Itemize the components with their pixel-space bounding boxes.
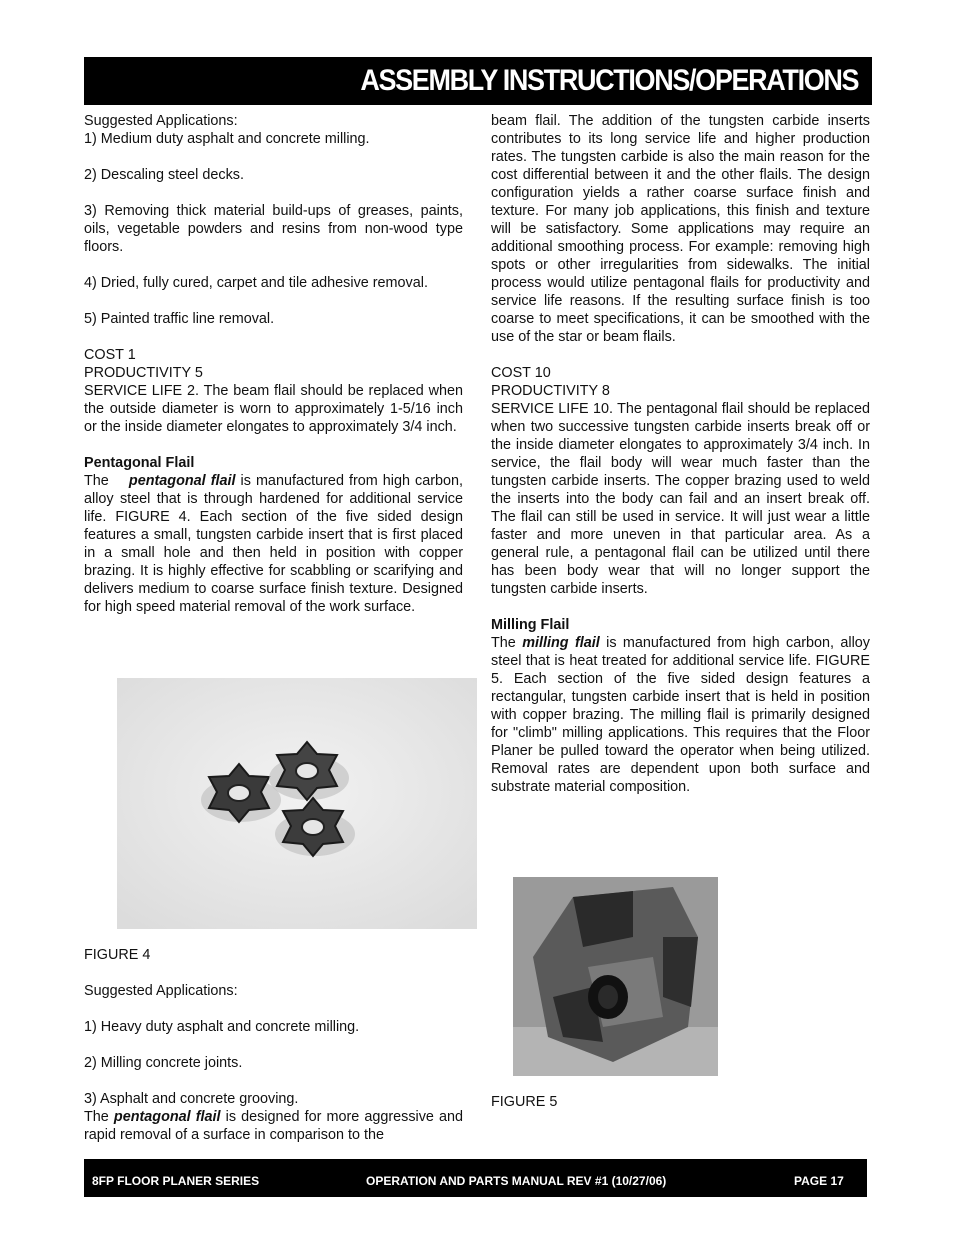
productivity-rating: PRODUCTIVITY 8 xyxy=(491,383,610,399)
figure-4-photo xyxy=(117,678,477,929)
productivity-rating: PRODUCTIVITY 5 xyxy=(84,365,203,381)
right-column xyxy=(491,112,870,796)
application-item: 3) Asphalt and concrete grooving. xyxy=(84,1091,299,1107)
pentagonal-flail-desc: is manufactured from high carbon, alloy steel that is through hardened for additional service life. FIGURE 4. Each section of the five sided design features a small, tungsten carbide insert that is first placed in a small hole and then held in position with copper brazing. It is highly effective for scabbling or scarifying and delivers medium to coarse surface finish texture. Designed for high speed material removal of the work surface. xyxy=(84,473,464,615)
figure-5-photo xyxy=(513,877,718,1076)
application-item: 1) Medium duty asphalt and concrete milling. xyxy=(84,131,370,147)
application-item: 2) Milling concrete joints. xyxy=(84,1055,243,1071)
milling-flail-paragraph xyxy=(491,634,870,796)
aggressive-removal-paragraph xyxy=(84,1108,463,1144)
pentagonal-flail-term: pentagonal flail xyxy=(128,473,236,489)
continuation-paragraph: beam flail. The addition of the tungsten carbide inserts contributes to its long service life and higher production rates. The tungsten carbide is also the main reason for the cost differential between it and the other flails. The design configuration yields a rather coarse surface finish and texture. For many job applications, this finish and texture will be satisfactory. Some applications may require an additional smoothing process. For example: removing high spots or other irregularities from sidewalks. The initial process would utilize pentagonal flails for productivity and service life reasons. If the resulting surface finish is too coarse to meet specifications, it can be smoothed with the use of the star or beam flails. xyxy=(491,113,870,345)
page-title: ASSEMBLY INSTRUCTIONS/OPERATIONS xyxy=(360,64,858,97)
pentagonal-flail-heading: Pentagonal Flail xyxy=(84,455,195,471)
footer-bar xyxy=(84,1159,867,1197)
text-the: The xyxy=(491,635,516,651)
cost-rating: COST 10 xyxy=(491,365,551,381)
application-item: 3) Removing thick material build-ups of greases, paints, oils, vegetable powders and resins from non-wood type floors. xyxy=(84,203,463,255)
milling-flail-desc: is manufactured from high carbon, alloy steel that is heat treated for additional service life. FIGURE 5. Each section of the five sided design features a rectangular, tungsten carbide insert that is held in position with copper brazing. The milling flail is primarily designed for "climb" milling applications. This requires that the Floor Planer be pulled toward the operator when being utilized. Removal rates are dependent upon both surface and substrate material composition. xyxy=(491,635,871,795)
milling-flail-heading: Milling Flail xyxy=(491,617,570,633)
service-life-text: SERVICE LIFE 10. The pentagonal flail should be replaced when two successive tungsten carbide inserts break off or the inside diameter elongates to approximately 3/4 inch. In service, the flail body will wear much faster than the tungsten carbide inserts. The copper brazing used to weld the inserts into the body can fail and an insert break off. The flail can still be used in service. It will just wear a little faster and more uneven in that particular area. As a general rule, a pentagonal flail can be utilized until there has been body wear that will no longer support the tungsten carbide inserts. xyxy=(491,401,870,597)
suggested-applications-heading: Suggested Applications: xyxy=(84,983,238,999)
footer-manual-rev: OPERATION AND PARTS MANUAL REV #1 (10/27/06) xyxy=(366,1174,667,1188)
text-the: The xyxy=(84,473,109,489)
suggested-applications-heading: Suggested Applications: xyxy=(84,113,238,129)
left-column xyxy=(84,112,463,616)
milling-flail-term: milling flail xyxy=(522,635,600,651)
figure-4-caption: FIGURE 4 xyxy=(84,947,151,963)
milling-flail-image xyxy=(513,877,718,1076)
service-life-text: SERVICE LIFE 2. The beam flail should be replaced when the outside diameter is worn to approximately 1-5/16 inch or the inside diameter elongates to approximately 3/4 inch. xyxy=(84,383,463,435)
pentagonal-flail-paragraph xyxy=(84,472,463,616)
application-item: 4) Dried, fully cured, carpet and tile adhesive removal. xyxy=(84,275,428,291)
text-the: The xyxy=(84,1109,109,1125)
pentagonal-flail-term: pentagonal flail xyxy=(113,1109,221,1125)
pentagonal-flails-image xyxy=(117,678,477,929)
aggressive-removal-desc: is designed for more aggressive and rapid removal of a surface in comparison to the xyxy=(84,1109,464,1143)
cost-rating: COST 1 xyxy=(84,347,136,363)
application-item: 2) Descaling steel decks. xyxy=(84,167,244,183)
header-bar xyxy=(84,57,872,105)
footer-page-number: PAGE 17 xyxy=(794,1174,844,1188)
footer-series: 8FP FLOOR PLANER SERIES xyxy=(92,1174,260,1188)
figure-5-caption: FIGURE 5 xyxy=(491,1094,558,1110)
application-item: 5) Painted traffic line removal. xyxy=(84,311,275,327)
application-item: 1) Heavy duty asphalt and concrete milling. xyxy=(84,1019,360,1035)
left-column-lower xyxy=(84,982,463,1144)
